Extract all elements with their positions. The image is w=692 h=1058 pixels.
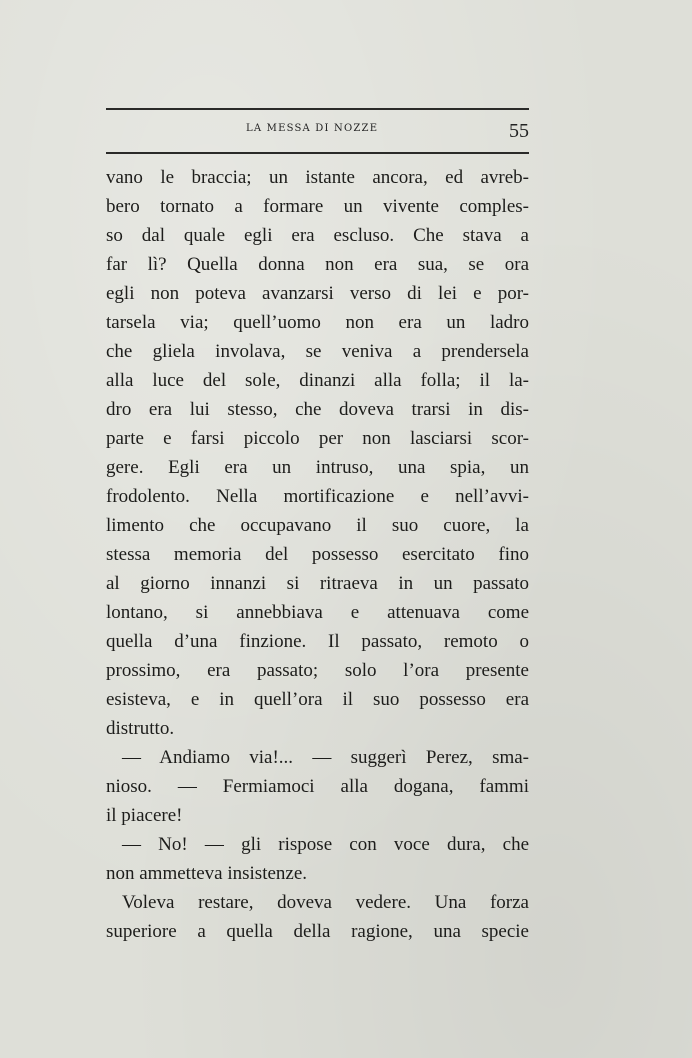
header-rule-top bbox=[106, 108, 529, 110]
text-line: tarsela via; quell’uomo non era un ladro bbox=[106, 312, 529, 333]
running-title: LA MESSA DI NOZZE bbox=[246, 123, 379, 134]
text-line: stessa memoria del possesso esercitato fino bbox=[106, 544, 529, 565]
page-number: 55 bbox=[509, 120, 529, 142]
text-line: che gliela involava, se veniva a prendersela bbox=[106, 341, 529, 362]
text-line: so dal quale egli era escluso. Che stava a bbox=[106, 225, 529, 246]
text-line: Voleva restare, doveva vedere. Una forza bbox=[122, 892, 529, 913]
text-line: non ammetteva insistenze. bbox=[106, 863, 308, 884]
text-line: frodolento. Nella mortificazione e nell’avvi- bbox=[106, 486, 529, 507]
text-line: vano le braccia; un istante ancora, ed avreb- bbox=[106, 167, 529, 188]
text-line: nioso. — Fermiamoci alla dogana, fammi bbox=[106, 776, 529, 797]
text-line: al giorno innanzi si ritraeva in un passato bbox=[106, 573, 529, 594]
text-line: — No! — gli rispose con voce dura, che bbox=[122, 834, 529, 855]
text-line: alla luce del sole, dinanzi alla folla; il la- bbox=[106, 370, 529, 391]
header-rule-bottom bbox=[106, 152, 529, 154]
text-line: bero tornato a formare un vivente comples- bbox=[106, 196, 529, 217]
text-line: dro era lui stesso, che doveva trarsi in dis- bbox=[106, 399, 529, 420]
text-line: superiore a quella della ragione, una specie bbox=[106, 921, 529, 942]
text-line: distrutto. bbox=[106, 718, 175, 739]
text-line: quella d’una finzione. Il passato, remoto o bbox=[106, 631, 529, 652]
text-line: far lì? Quella donna non era sua, se ora bbox=[106, 254, 529, 275]
text-line: gere. Egli era un intruso, una spia, un bbox=[106, 457, 529, 478]
text-line: il piacere! bbox=[106, 805, 183, 826]
text-line: egli non poteva avanzarsi verso di lei e por- bbox=[106, 283, 529, 304]
text-line: parte e farsi piccolo per non lasciarsi scor- bbox=[106, 428, 529, 449]
text-line: limento che occupavano il suo cuore, la bbox=[106, 515, 529, 536]
body-text bbox=[106, 163, 529, 946]
text-line: lontano, si annebbiava e attenuava come bbox=[106, 602, 529, 623]
text-line: — Andiamo via!... — suggerì Perez, sma- bbox=[122, 747, 529, 768]
text-line: esisteva, e in quell’ora il suo possesso era bbox=[106, 689, 529, 710]
running-head bbox=[106, 120, 529, 144]
text-line: prossimo, era passato; solo l’ora presente bbox=[106, 660, 529, 681]
